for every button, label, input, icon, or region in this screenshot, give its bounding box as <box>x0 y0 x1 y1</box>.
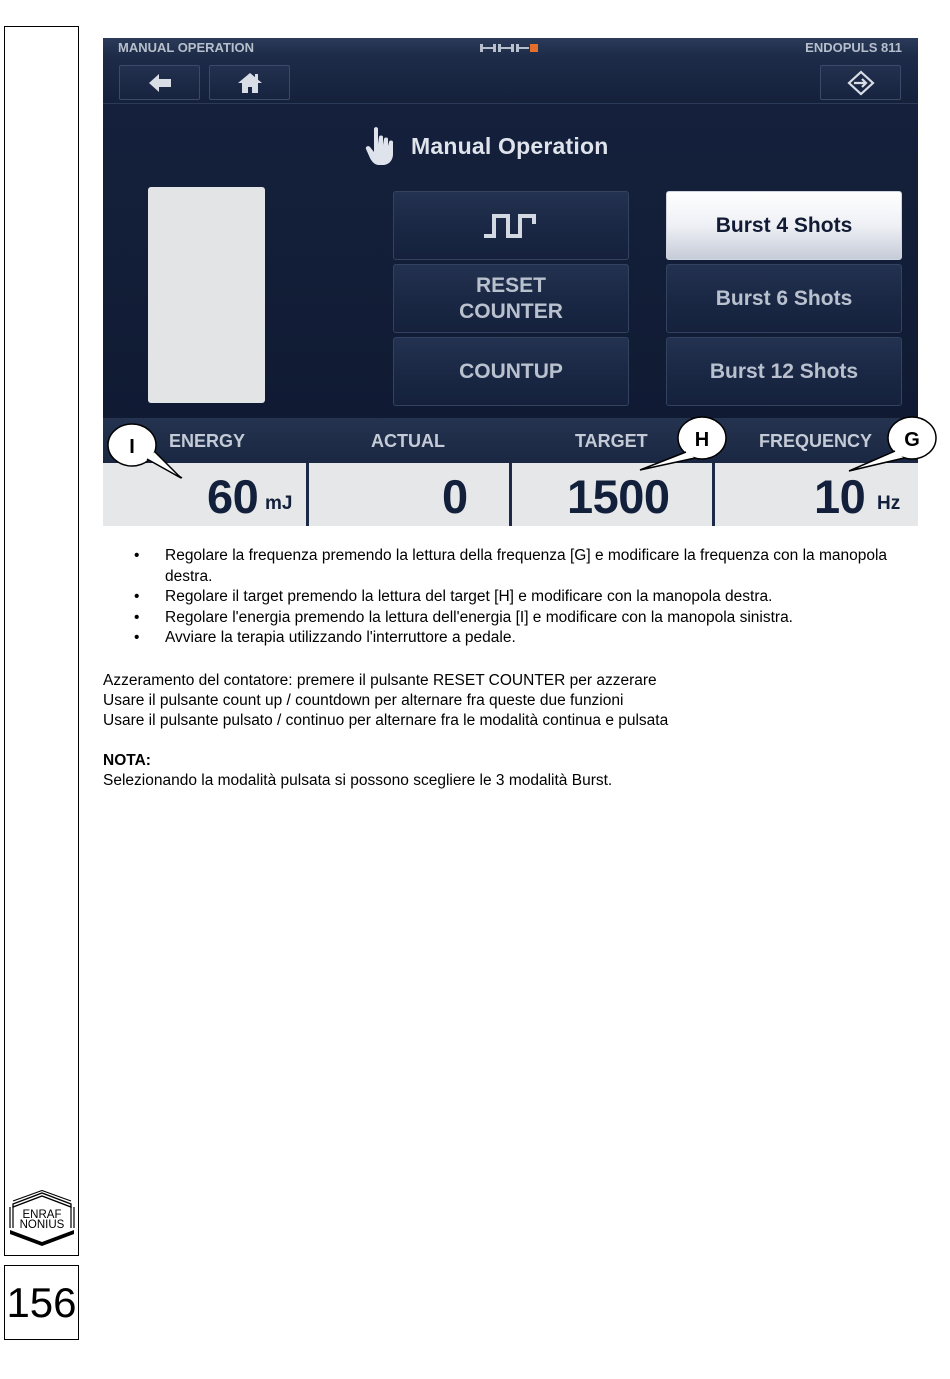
list-item: • Regolare il target premendo la lettura del target [H] e modificare con la manopola destra. <box>130 587 910 608</box>
paragraph-reset: Azzeramento del contatore: premere il pulsante RESET COUNTER per azzerare <box>103 672 657 689</box>
list-item: • Regolare l'energia premendo la lettura dell'energia [I] e modificare con la manopola sinistra. <box>130 608 910 629</box>
reset-counter-button[interactable]: RESET COUNTER <box>393 264 629 333</box>
callout-h-label: H <box>694 429 710 451</box>
callout-i <box>108 424 182 478</box>
callout-g <box>849 417 936 471</box>
frequency-value: 10 <box>814 470 866 523</box>
logo-text-1: ENRAF <box>22 1209 62 1221</box>
callout-g-label: G <box>904 429 920 451</box>
nota-text: Selezionando la modalità pulsata si possono scegliere le 3 modalità Burst. <box>103 772 613 789</box>
nota-heading: NOTA: <box>103 752 151 769</box>
status-mode-label: MANUAL OPERATION <box>118 40 255 55</box>
burst-4-shots-button[interactable]: Burst 4 Shots <box>666 191 902 260</box>
burst-6-shots-button[interactable]: Burst 6 Shots <box>666 264 902 333</box>
energy-unit: mJ <box>265 493 293 514</box>
frequency-label: FREQUENCY <box>759 431 873 451</box>
energy-value: 60 <box>207 470 259 523</box>
target-label: TARGET <box>575 431 648 451</box>
list-item: • Avviare la terapia utilizzando l'interruttore a pedale. <box>130 628 910 649</box>
callout-h <box>640 417 726 470</box>
paragraph-countup: Usare il pulsante count up / countdown per alternare fra queste due funzioni <box>103 692 624 709</box>
frequency-unit: Hz <box>877 493 901 514</box>
callout-overlay <box>0 0 950 560</box>
enraf-nonius-logo <box>7 1190 77 1246</box>
energy-label: ENERGY <box>169 431 246 451</box>
logo-text-2: NONIUS <box>19 1219 65 1231</box>
callout-i-label: I <box>129 436 135 458</box>
device-model-label: ENDOPULS 811 <box>805 40 902 55</box>
paragraph-pulse: Usare il pulsante pulsato / continuo per alternare fra le modalità continua e pulsata <box>103 712 669 729</box>
list-item: • Regolare la frequenza premendo la lettura della frequenza [G] e modificare la frequenza con la manopola destra. <box>130 546 910 587</box>
page-number: 156 <box>4 1265 79 1340</box>
actual-label: ACTUAL <box>371 431 445 451</box>
page-title: Manual Operation <box>411 132 609 159</box>
instruction-list <box>130 546 910 649</box>
actual-value: 0 <box>442 470 468 523</box>
target-value: 1500 <box>567 470 670 523</box>
burst-12-shots-button[interactable]: Burst 12 Shots <box>666 337 902 406</box>
countup-button[interactable]: COUNTUP <box>393 337 629 406</box>
